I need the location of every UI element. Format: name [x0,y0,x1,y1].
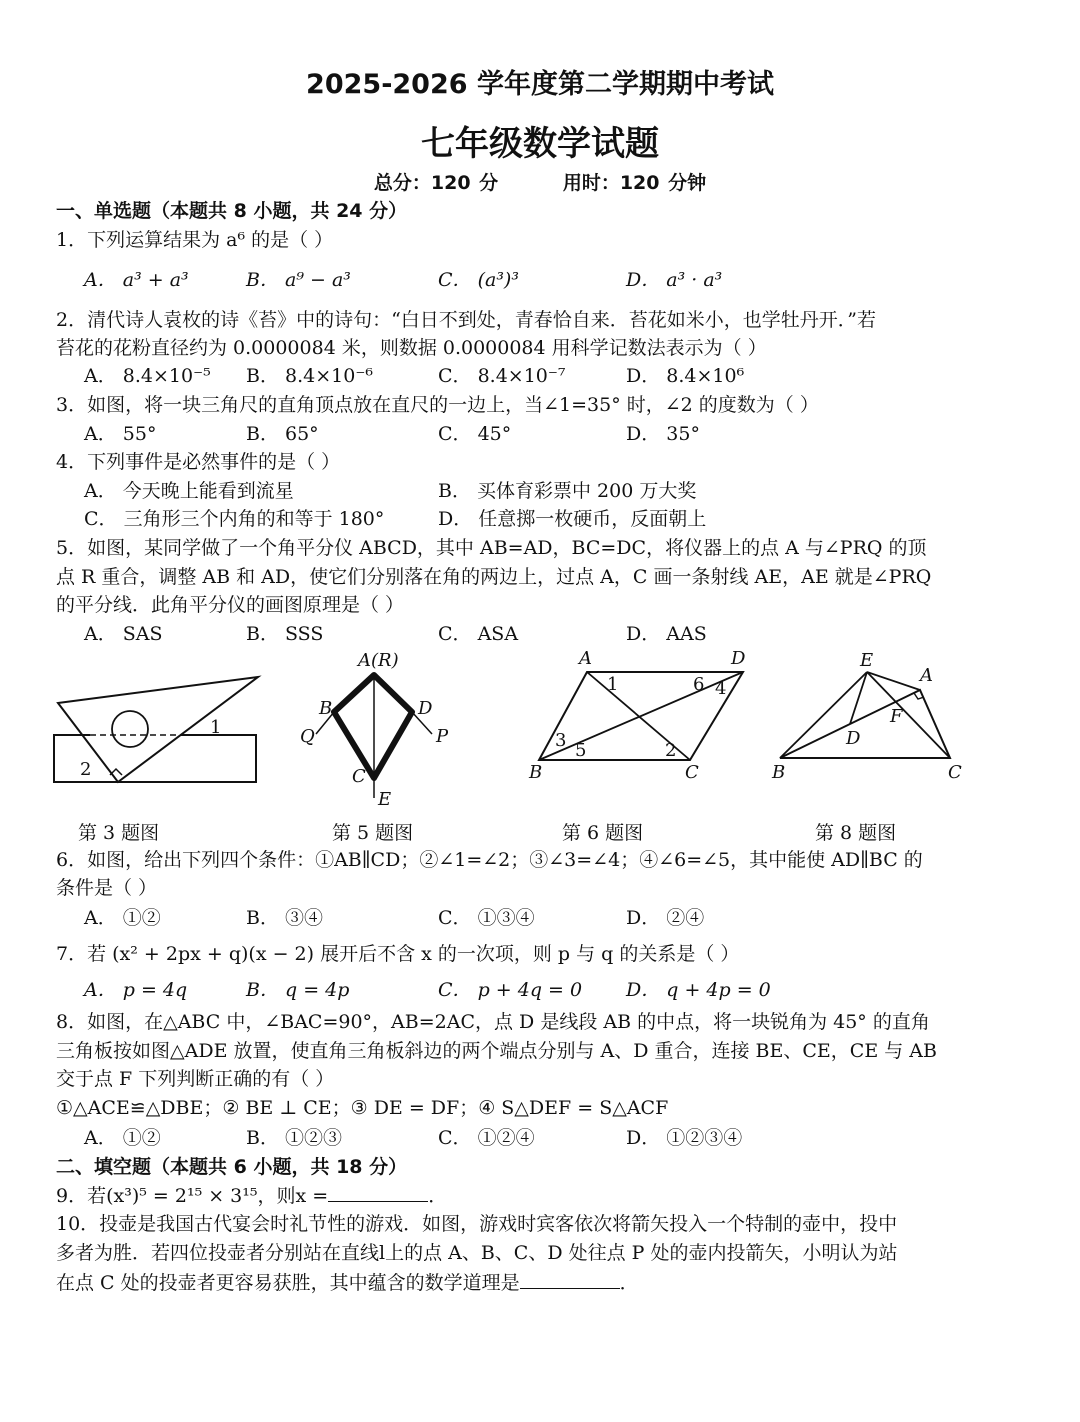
figure-q8-caption: 第 8 题图 [815,822,897,844]
q8-line4: ①△ACE≌△DBE；② BE ⊥ CE；③ DE = DF；④ S△DEF = S△ACF [56,1097,669,1119]
q4-option-c: C． 三角形三个内角的和等于 180° [84,508,385,530]
q9-stem: 9．若(x³)⁵ = 2¹⁵ × 3¹⁵，则x = [56,1185,329,1207]
q4-option-d: D． 任意掷一枚硬币，反面朝上 [438,508,707,530]
q8-line1: 8．如图，在△ABC 中，∠BAC=90°，AB=2AC，点 D 是线段 AB 的中点，将一块锐角为 45° 的直角 [56,1011,930,1033]
svg-text:3: 3 [555,730,567,751]
q10-line2: 多者为胜．若四位投壶者分别站在直线l上的点 A、B、C、D 处往点 P 处的壶内投箭矢，小明认为站 [56,1242,898,1264]
q3-option-b: B． 65° [246,423,319,445]
q1-option-a: A． a³ + a³ [84,269,189,291]
svg-text:2: 2 [80,759,92,780]
q4-option-a: A． 今天晚上能看到流星 [84,480,294,502]
q7-option-c: C． p + 4q = 0 [438,979,583,1001]
svg-text:4: 4 [715,678,727,699]
q2-option-b: B． 8.4×10⁻⁶ [246,365,373,387]
q7-option-b: B． q = 4p [246,979,350,1001]
q9-answer-blank[interactable] [328,1181,428,1202]
q4-option-b: B． 买体育彩票中 200 万大奖 [438,480,697,502]
q3-stem: 3．如图，将一块三角尺的直角顶点放在直尺的一边上，当∠1=35° 时，∠2 的度数为（ ） [56,394,819,416]
q9-end: ． [428,1185,448,1207]
svg-text:A: A [920,665,933,686]
total-score: 总分：120 分 [373,172,499,194]
q6-option-c: C． ①③④ [438,907,535,929]
q8-option-c: C． ①②④ [438,1127,535,1149]
svg-text:E: E [378,789,392,810]
svg-text:1: 1 [210,717,222,738]
q1-option-c: C． (a³)³ [438,269,519,291]
svg-text:1: 1 [607,674,619,695]
q5-line1: 5．如图，某同学做了一个角平分仪 ABCD，其中 AB=AD，BC=DC，将仪器上的点 A 与∠PRQ 的顶 [56,537,927,559]
exam-meta [0,168,1080,195]
svg-text:B: B [772,762,786,783]
svg-text:D: D [731,648,746,669]
figure-q5 [290,650,460,810]
figure-q3-caption: 第 3 题图 [78,822,160,844]
q9-line [56,1181,1026,1210]
svg-text:6: 6 [693,674,705,695]
svg-text:Q: Q [300,726,315,747]
q1-option-d: D． a³ · a³ [626,269,723,291]
q5-option-b: B． SSS [246,623,324,645]
q5-line2: 点 R 重合，调整 AB 和 AD，使它们分别落在角的两边上，过点 A，C 画一条射线 AE，AE 就是∠PRQ [56,566,932,588]
q10-line1: 10．投壶是我国古代宴会时礼节性的游戏．如图，游戏时宾客依次将箭矢投入一个特制的壶中，投中 [56,1213,898,1235]
figure-q6-caption: 第 6 题图 [562,822,644,844]
q5-line3: 的平分线．此角平分仪的画图原理是（ ） [56,594,405,616]
q6-option-b: B． ③④ [246,907,324,929]
q10-end: ． [619,1272,639,1294]
q1-stem: 1．下列运算结果为 a⁶ 的是（ ） [56,229,334,251]
q2-option-d: D． 8.4×10⁶ [626,365,745,387]
q5-option-c: C． ASA [438,623,519,645]
q5-option-a: A． SAS [84,623,163,645]
q7-stem: 7．若 (x² + 2px + q)(x − 2) 展开后不含 x 的一次项，则 p 与 q 的关系是（ ） [56,943,740,965]
q7-option-d: D． q + 4p = 0 [626,979,771,1001]
q4-stem: 4．下列事件是必然事件的是（ ） [56,451,341,473]
q8-option-a: A． ①② [84,1127,161,1149]
q10-answer-blank[interactable] [520,1268,620,1289]
q10-line3-wrap [56,1268,1026,1297]
section1-heading: 一、单选题（本题共 8 小题，共 24 分） [56,200,408,222]
q2-option-a: A． 8.4×10⁻⁵ [84,365,211,387]
exam-subtitle: 七年级数学试题 [421,124,659,164]
svg-text:5: 5 [575,740,587,761]
q8-line2: 三角板按如图△ADE 放置，使直角三角板斜边的两个端点分别与 A、D 重合，连接 BE、CE，CE 与 AB [56,1040,937,1062]
figure-q6 [525,648,765,783]
svg-text:C: C [352,766,366,787]
q3-option-a: A． 55° [84,423,157,445]
q2-line1: 2．清代诗人袁枚的诗《苔》中的诗句：“白日不到处，青春恰自来．苔花如米小，也学牡丹开．”若 [56,309,877,331]
q8-option-d: D． ①②③④ [626,1127,743,1149]
figure-q3 [50,665,270,790]
q2-line2: 苔花的花粉直径约为 0.0000084 米，则数据 0.0000084 用科学记数法表示为（ ） [56,337,767,359]
q2-option-c: C． 8.4×10⁻⁷ [438,365,566,387]
q6-line1: 6．如图，给出下列四个条件：①AB∥CD；②∠1=∠2；③∠3=∠4；④∠6=∠5，其中能使 AD∥BC 的 [56,849,923,871]
svg-text:B: B [319,698,333,719]
q7-option-a: A． p = 4q [84,979,188,1001]
q1-option-b: B． a⁹ − a³ [246,269,351,291]
svg-text:A: A [579,648,592,669]
q8-option-b: B． ①②③ [246,1127,343,1149]
svg-text:P: P [436,726,449,747]
q5-option-d: D． AAS [626,623,707,645]
exam-title: 2025-2026 学年度第二学期期中考试 [306,69,774,100]
section2-heading: 二、填空题（本题共 6 小题，共 18 分） [56,1156,408,1178]
figure-q5-caption: 第 5 题图 [332,822,414,844]
svg-text:2: 2 [665,740,677,761]
q6-option-a: A． ①② [84,907,161,929]
svg-text:C: C [948,762,962,783]
svg-text:D: D [846,728,861,749]
q6-line2: 条件是（ ） [56,877,158,899]
q3-option-c: C． 45° [438,423,512,445]
q8-line3: 交于点 F 下列判断正确的有（ ） [56,1068,335,1090]
q3-option-d: D． 35° [626,423,700,445]
figure-q8 [770,648,990,783]
svg-text:C: C [685,762,699,783]
q6-option-d: D． ②④ [626,907,705,929]
time-limit: 用时：120 分钟 [562,172,707,194]
svg-text:F: F [890,706,903,727]
svg-text:A(R): A(R) [358,650,399,671]
svg-text:E: E [860,650,874,671]
svg-text:B: B [529,762,543,783]
q10-line3: 在点 C 处的投壶者更容易获胜，其中蕴含的数学道理是 [56,1272,520,1294]
svg-text:D: D [418,698,433,719]
